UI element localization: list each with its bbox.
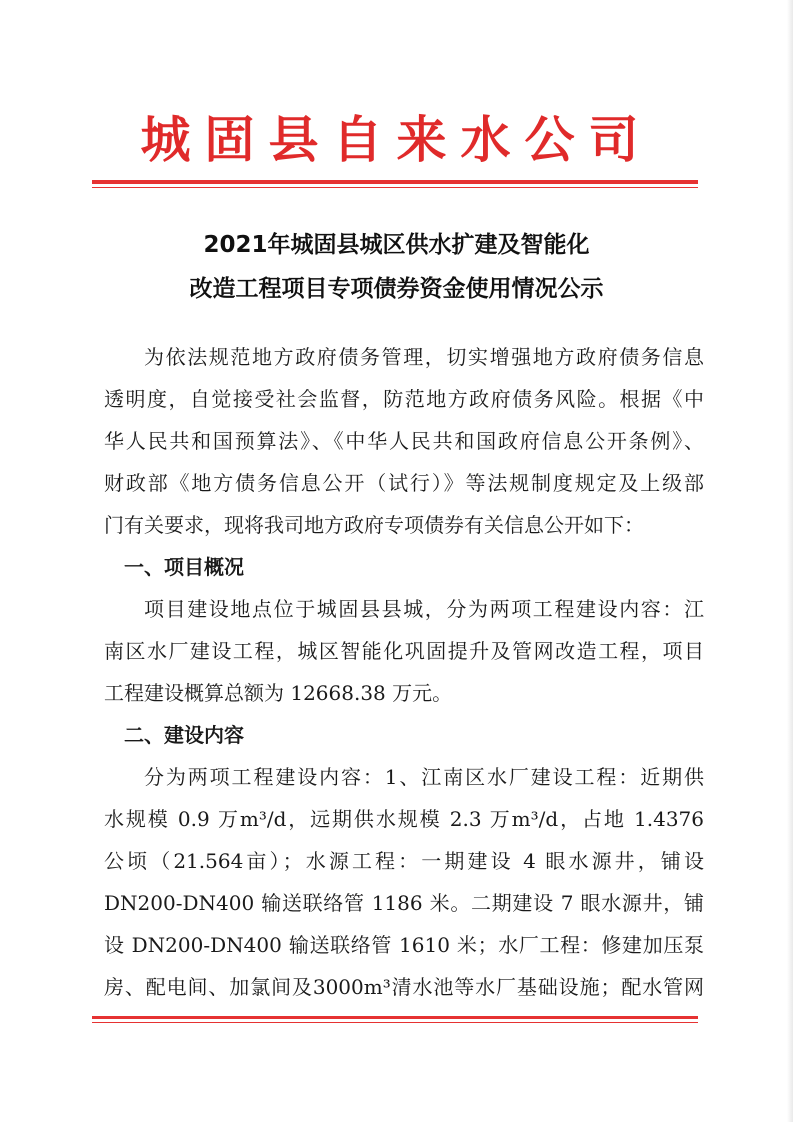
document-body	[104, 336, 704, 1008]
section-2-line: DN200-DN400 输送联络管 1186 米。二期建设 7 眼水源井，铺	[104, 891, 704, 915]
section-1-line: 南区水厂建设工程，城区智能化巩固提升及管网改造工程，项目	[104, 639, 704, 663]
section-2-heading: 二、建设内容	[124, 723, 244, 747]
intro-line: 华人民共和国预算法》、《中华人民共和国政府信息公开条例》、	[104, 429, 704, 453]
intro-line: 财政部《地方债务信息公开（试行）》等法规制度规定及上级部	[104, 471, 704, 495]
document-title-line-2: 改造工程项目专项债券资金使用情况公示	[189, 276, 604, 302]
section-2-line: 公顷（21.564亩）；水源工程：一期建设 4 眼水源井，铺设	[104, 849, 704, 873]
intro-line: 透明度，自觉接受社会监督，防范地方政府债务风险。根据《中	[104, 387, 704, 411]
footer-rule-thick	[92, 1016, 698, 1019]
section-2-line: 房、配电间、加氯间及3000m³清水池等水厂基础设施；配水管网	[104, 975, 704, 999]
section-1-line: 工程建设概算总额为 12668.38 万元。	[104, 681, 453, 705]
document-title-line-1: 2021年城固县城区供水扩建及智能化	[203, 232, 590, 258]
footer-rule-thin	[92, 1022, 698, 1023]
letterhead-rule-thick	[92, 180, 698, 184]
letterhead-company-name: 城固县自来水公司	[140, 110, 653, 169]
intro-line: 为依法规范地方政府债务管理，切实增强地方政府债务信息	[144, 345, 704, 369]
section-1-heading: 一、项目概况	[124, 555, 244, 579]
section-2-line: 水规模 0.9 万m³/d，远期供水规模 2.3 万m³/d，占地 1.4376	[104, 807, 704, 831]
letterhead-rule-thin	[92, 187, 698, 188]
section-2-line: 设 DN200-DN400 输送联络管 1610 米；水厂工程：修建加压泵	[104, 933, 704, 957]
intro-line: 门有关要求，现将我司地方政府专项债券有关信息公开如下：	[104, 513, 644, 537]
section-2-line: 分为两项工程建设内容：1、江南区水厂建设工程：近期供	[144, 765, 704, 789]
section-1-line: 项目建设地点位于城固县县城，分为两项工程建设内容：江	[144, 597, 704, 621]
